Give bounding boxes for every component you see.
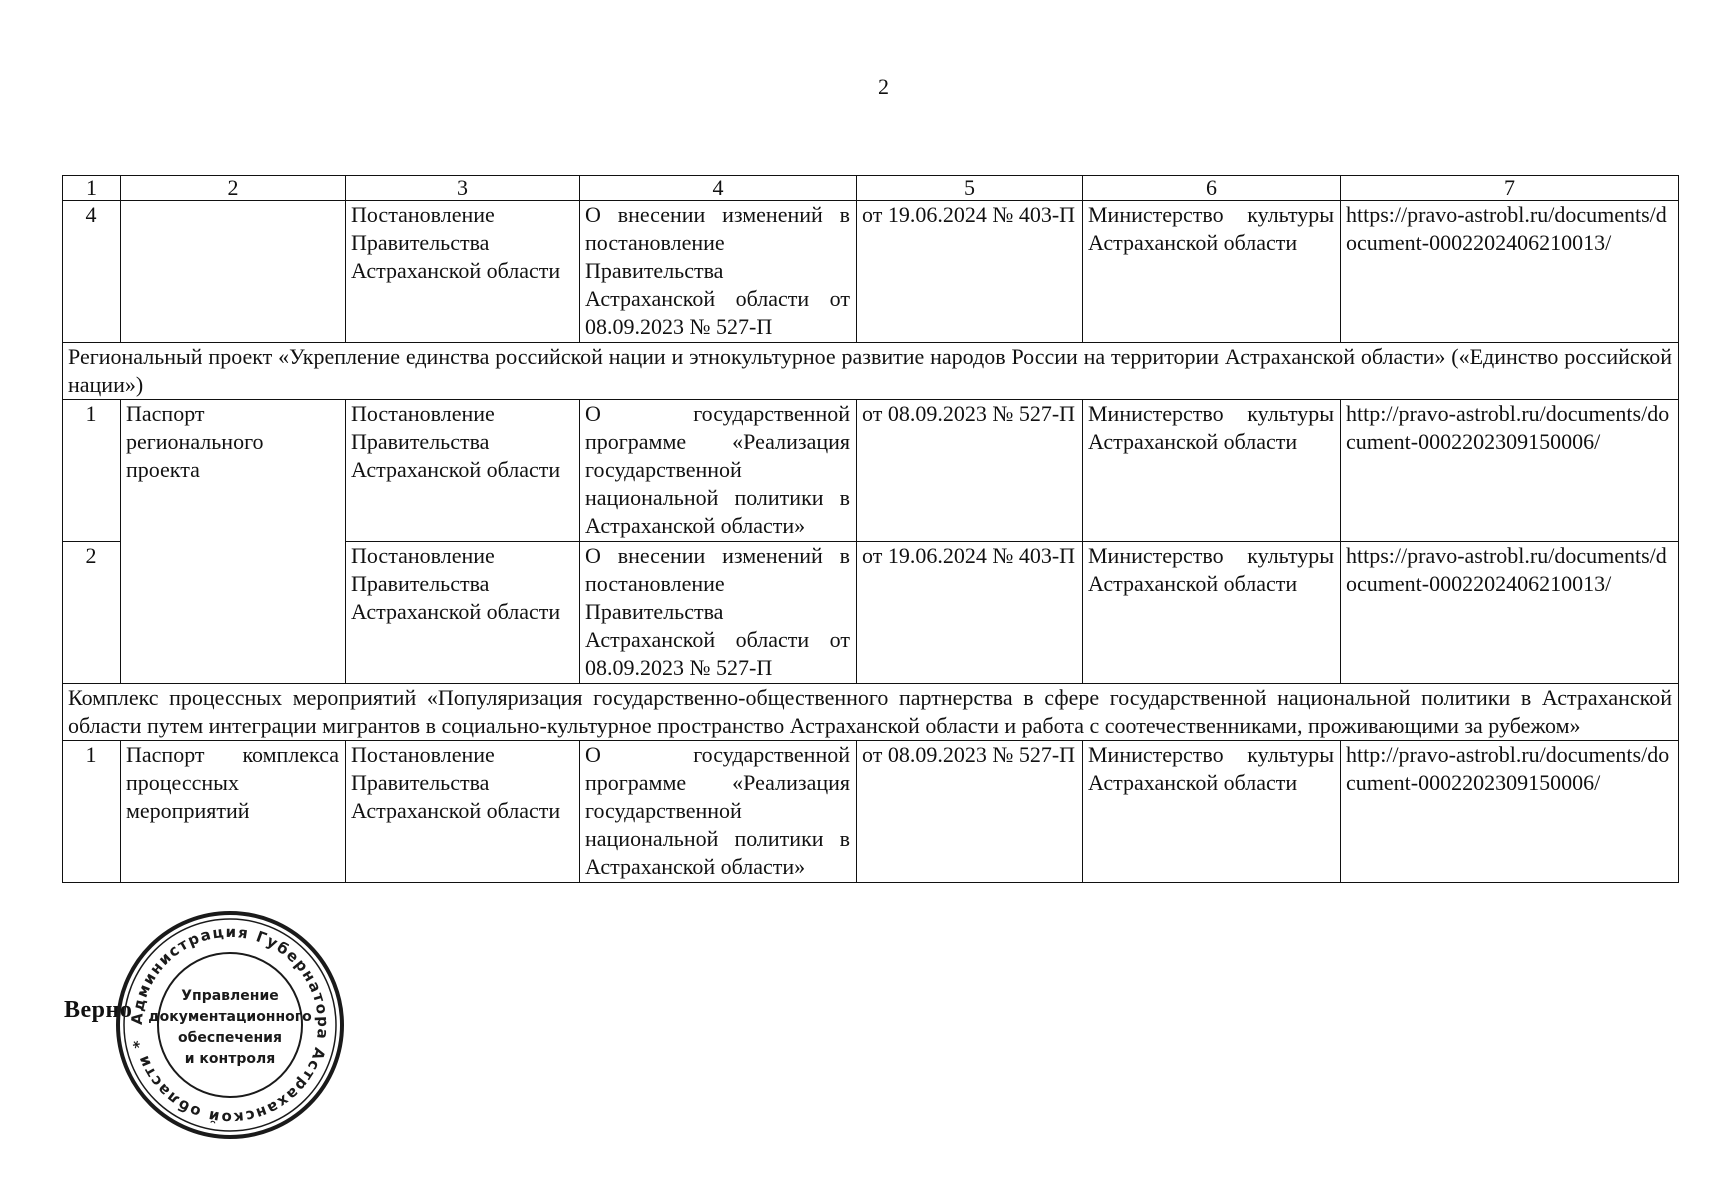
document-table xyxy=(62,175,1679,883)
official-seal xyxy=(115,910,345,1140)
column-header: 4 xyxy=(580,176,857,201)
table-row xyxy=(63,201,1679,343)
document-title: О внесении изменений в постановление Правительства Астраханской области от 08.09.2023 № 527-П xyxy=(580,201,857,343)
document-link[interactable]: http://pravo-astrobl.ru/documents/document-0002202309150006/ xyxy=(1341,741,1679,883)
column-header: 3 xyxy=(346,176,580,201)
seal-text-line: и контроля xyxy=(184,1051,276,1067)
table-row xyxy=(63,400,1679,542)
document-title: О государственной программе «Реализация государственной национальной политики в Астраханской области» xyxy=(580,741,857,883)
row-number: 2 xyxy=(63,542,121,684)
document-title: О государственной программе «Реализация государственной национальной политики в Астраханской области» xyxy=(580,400,857,542)
document-type: Постановление Правительства Астраханской области xyxy=(346,201,580,343)
page-number: 2 xyxy=(878,74,889,99)
document-date: от 08.09.2023 № 527-П xyxy=(857,741,1083,883)
document-date: от 19.06.2024 № 403-П xyxy=(857,201,1083,343)
document-link[interactable]: https://pravo-astrobl.ru/documents/document-0002202406210013/ xyxy=(1341,201,1679,343)
document-title: О внесении изменений в постановление Правительства Астраханской области от 08.09.2023 № 527-П xyxy=(580,542,857,684)
section-title: Региональный проект «Укрепление единства российской нации и этнокультурное развитие народов России на территории Астраханской области» («Единство российской нации») xyxy=(63,343,1679,400)
column-header: 5 xyxy=(857,176,1083,201)
seal-text-line: обеспечения xyxy=(178,1030,282,1046)
column-header: 1 xyxy=(63,176,121,201)
responsible-ministry: Министерство культуры Астраханской области xyxy=(1083,400,1341,542)
responsible-ministry: Министерство культуры Астраханской области xyxy=(1083,201,1341,343)
responsible-ministry: Министерство культуры Астраханской области xyxy=(1083,542,1341,684)
row-number: 1 xyxy=(63,400,121,542)
section-row xyxy=(63,684,1679,741)
table-header-row xyxy=(63,176,1679,201)
column-header: 6 xyxy=(1083,176,1341,201)
document-name xyxy=(121,201,346,343)
document-name: Паспорт регионального проекта xyxy=(121,400,346,684)
row-number: 4 xyxy=(63,201,121,343)
seal-text-line: документационного xyxy=(148,1009,312,1025)
document-name: Паспорт комплекса процессных мероприятий xyxy=(121,741,346,883)
seal-ring-text: Администрация Губернатора Астраханской области * xyxy=(127,922,333,1128)
document-type: Постановление Правительства Астраханской области xyxy=(346,542,580,684)
document-type: Постановление Правительства Астраханской области xyxy=(346,741,580,883)
document-date: от 19.06.2024 № 403-П xyxy=(857,542,1083,684)
verno-label: Верно xyxy=(64,997,133,1023)
responsible-ministry: Министерство культуры Астраханской области xyxy=(1083,741,1341,883)
document-type: Постановление Правительства Астраханской области xyxy=(346,400,580,542)
column-header: 7 xyxy=(1341,176,1679,201)
row-number: 1 xyxy=(63,741,121,883)
table-row xyxy=(63,741,1679,883)
column-header: 2 xyxy=(121,176,346,201)
document-date: от 08.09.2023 № 527-П xyxy=(857,400,1083,542)
document-link[interactable]: https://pravo-astrobl.ru/documents/document-0002202406210013/ xyxy=(1341,542,1679,684)
seal-text-line: Управление xyxy=(181,988,279,1004)
section-title: Комплекс процессных мероприятий «Популяризация государственно-общественного партнерства в сфере государственной национальной политики в Астраханской области путем интеграции мигрантов в социально-культурное пространство Астраханской области и работа с соотечественниками, проживающими за рубежом» xyxy=(63,684,1679,741)
section-row xyxy=(63,343,1679,400)
document-link[interactable]: http://pravo-astrobl.ru/documents/document-0002202309150006/ xyxy=(1341,400,1679,542)
